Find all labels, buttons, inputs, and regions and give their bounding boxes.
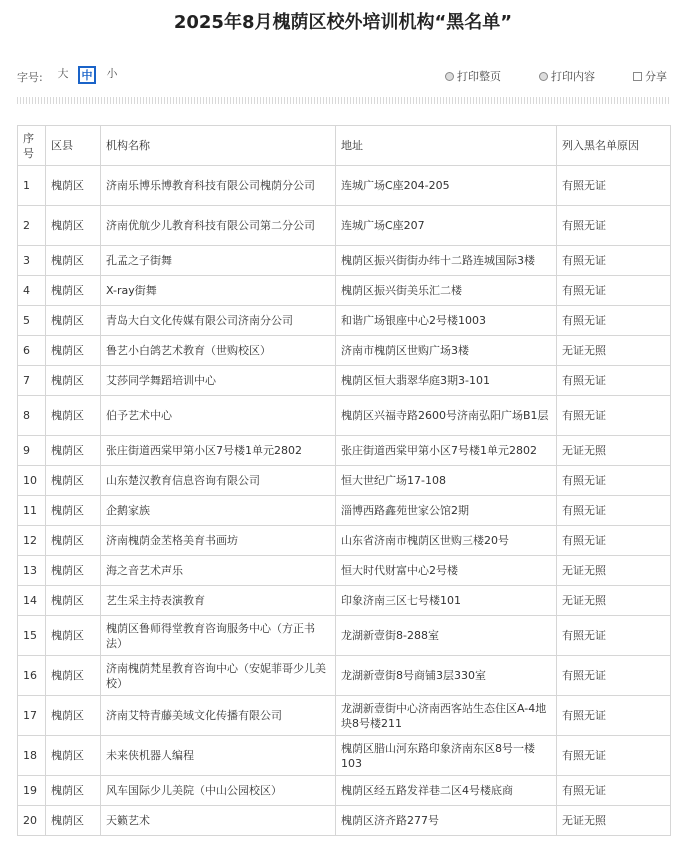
cell-address: 槐荫区振兴街美乐汇二楼	[336, 276, 557, 306]
cell-reason: 有照无证	[557, 466, 671, 496]
cell-reason: 有照无证	[557, 306, 671, 336]
cell-reason: 有照无证	[557, 496, 671, 526]
cell-district: 槐荫区	[46, 436, 101, 466]
print-content-button[interactable]	[539, 68, 595, 84]
cell-index: 12	[18, 526, 46, 556]
cell-institution-name: 山东楚汉教育信息咨询有限公司	[101, 466, 336, 496]
table-row	[18, 616, 671, 656]
cell-institution-name: 张庄街道西棠甲第小区7号楼1单元2802	[101, 436, 336, 466]
cell-index: 18	[18, 736, 46, 776]
cell-address: 连城广场C座204-205	[336, 166, 557, 206]
cell-address: 槐荫区腊山河东路印象济南东区8号一楼103	[336, 736, 557, 776]
cell-reason: 有照无证	[557, 616, 671, 656]
cell-address: 槐荫区济齐路277号	[336, 806, 557, 836]
table-row	[18, 206, 671, 246]
cell-address: 恒大世纪广场17-108	[336, 466, 557, 496]
header-district: 区县	[46, 126, 101, 166]
cell-institution-name: 鲁艺小白鸽艺术教育（世购校区）	[101, 336, 336, 366]
table-row	[18, 336, 671, 366]
cell-reason: 无证无照	[557, 336, 671, 366]
cell-reason: 无证无照	[557, 586, 671, 616]
cell-institution-name: 槐荫区鲁师得堂教育咨询服务中心（方正书法）	[101, 616, 336, 656]
cell-institution-name: 艺生采主持表演教育	[101, 586, 336, 616]
cell-address: 槐荫区兴福寺路2600号济南弘阳广场B1层	[336, 396, 557, 436]
cell-reason: 无证无照	[557, 556, 671, 586]
cell-index: 3	[18, 246, 46, 276]
page-title: 2025年8月槐荫区校外培训机构“黑名单”	[173, 12, 513, 33]
cell-district: 槐荫区	[46, 276, 101, 306]
cell-reason: 有照无证	[557, 246, 671, 276]
cell-institution-name: 艾莎同学舞蹈培训中心	[101, 366, 336, 396]
print-icon	[539, 72, 548, 81]
share-icon	[633, 72, 642, 81]
table-row	[18, 806, 671, 836]
cell-district: 槐荫区	[46, 306, 101, 336]
table-row	[18, 656, 671, 696]
cell-address: 龙湖新壹街8号商铺3层330室	[336, 656, 557, 696]
cell-address: 槐荫区恒大翡翠华庭3期3-101	[336, 366, 557, 396]
cell-address: 济南市槐荫区世购广场3楼	[336, 336, 557, 366]
cell-index: 6	[18, 336, 46, 366]
cell-index: 4	[18, 276, 46, 306]
cell-institution-name: 伯予艺术中心	[101, 396, 336, 436]
cell-district: 槐荫区	[46, 776, 101, 806]
print-content-label: 打印内容	[551, 70, 595, 83]
cell-address: 山东省济南市槐荫区世购三楼20号	[336, 526, 557, 556]
cell-index: 7	[18, 366, 46, 396]
cell-address: 淄博西路鑫苑世家公馆2期	[336, 496, 557, 526]
cell-address: 龙湖新壹街中心济南西客站生态住区A-4地块8号楼211	[336, 696, 557, 736]
header-institution-name: 机构名称	[101, 126, 336, 166]
cell-address: 和谐广场银座中心2号楼1003	[336, 306, 557, 336]
cell-institution-name: 海之音艺术声乐	[101, 556, 336, 586]
cell-district: 槐荫区	[46, 526, 101, 556]
print-icon	[445, 72, 454, 81]
cell-institution-name: 济南槐荫金苤格美育书画坊	[101, 526, 336, 556]
cell-district: 槐荫区	[46, 696, 101, 736]
cell-district: 槐荫区	[46, 556, 101, 586]
cell-district: 槐荫区	[46, 466, 101, 496]
table-row	[18, 246, 671, 276]
table-row	[18, 556, 671, 586]
cell-index: 16	[18, 656, 46, 696]
table-row	[18, 586, 671, 616]
cell-address: 槐荫区经五路发祥巷二区4号楼底商	[336, 776, 557, 806]
cell-reason: 有照无证	[557, 526, 671, 556]
print-page-label: 打印整页	[457, 70, 501, 83]
divider	[17, 97, 669, 104]
cell-index: 11	[18, 496, 46, 526]
cell-index: 13	[18, 556, 46, 586]
cell-reason: 有照无证	[557, 696, 671, 736]
cell-reason: 有照无证	[557, 276, 671, 306]
cell-reason: 有照无证	[557, 736, 671, 776]
cell-reason: 有照无证	[557, 656, 671, 696]
cell-reason: 有照无证	[557, 166, 671, 206]
cell-district: 槐荫区	[46, 616, 101, 656]
cell-index: 20	[18, 806, 46, 836]
cell-district: 槐荫区	[46, 496, 101, 526]
table-header-row	[18, 126, 671, 166]
table-row	[18, 776, 671, 806]
cell-reason: 有照无证	[557, 366, 671, 396]
cell-district: 槐荫区	[46, 246, 101, 276]
cell-index: 9	[18, 436, 46, 466]
table-row	[18, 306, 671, 336]
blacklist-table	[17, 125, 671, 836]
cell-institution-name: X-ray街舞	[101, 276, 336, 306]
table-row	[18, 526, 671, 556]
cell-district: 槐荫区	[46, 656, 101, 696]
cell-institution-name: 天籁艺术	[101, 806, 336, 836]
font-size-large-button[interactable]: 大	[57, 67, 69, 80]
cell-reason: 有照无证	[557, 396, 671, 436]
cell-index: 15	[18, 616, 46, 656]
cell-institution-name: 济南槐荫梵星教育咨询中心（安妮菲哥少儿美校）	[101, 656, 336, 696]
toolbar	[17, 66, 672, 86]
table-row	[18, 736, 671, 776]
cell-district: 槐荫区	[46, 366, 101, 396]
table-row	[18, 166, 671, 206]
cell-institution-name: 企鹅家族	[101, 496, 336, 526]
cell-address: 槐荫区振兴街街办纬十二路连城国际3楼	[336, 246, 557, 276]
table-row	[18, 466, 671, 496]
share-label: 分享	[645, 70, 667, 83]
cell-index: 17	[18, 696, 46, 736]
cell-district: 槐荫区	[46, 336, 101, 366]
cell-index: 14	[18, 586, 46, 616]
cell-index: 10	[18, 466, 46, 496]
table-row	[18, 366, 671, 396]
cell-address: 连城广场C座207	[336, 206, 557, 246]
cell-index: 1	[18, 166, 46, 206]
cell-reason: 有照无证	[557, 206, 671, 246]
table-row	[18, 496, 671, 526]
header-reason: 列入黑名单原因	[557, 126, 671, 166]
cell-address: 张庄街道西棠甲第小区7号楼1单元2802	[336, 436, 557, 466]
print-page-button[interactable]	[445, 68, 501, 84]
cell-institution-name: 未来侠机器人编程	[101, 736, 336, 776]
cell-district: 槐荫区	[46, 736, 101, 776]
cell-institution-name: 青岛大白文化传媒有限公司济南分公司	[101, 306, 336, 336]
cell-institution-name: 济南乐博乐博教育科技有限公司槐荫分公司	[101, 166, 336, 206]
cell-district: 槐荫区	[46, 396, 101, 436]
cell-reason: 有照无证	[557, 776, 671, 806]
cell-district: 槐荫区	[46, 206, 101, 246]
cell-district: 槐荫区	[46, 806, 101, 836]
cell-index: 2	[18, 206, 46, 246]
cell-reason: 无证无照	[557, 806, 671, 836]
cell-index: 5	[18, 306, 46, 336]
font-size-medium-button[interactable]: 中	[78, 66, 96, 84]
font-size-label: 字号:	[17, 71, 43, 84]
cell-index: 19	[18, 776, 46, 806]
table-row	[18, 436, 671, 466]
cell-institution-name: 孔孟之子街舞	[101, 246, 336, 276]
cell-institution-name: 济南优航少儿教育科技有限公司第二分公司	[101, 206, 336, 246]
header-address: 地址	[336, 126, 557, 166]
header-index: 序号	[18, 126, 46, 166]
share-button[interactable]	[633, 68, 667, 84]
cell-district: 槐荫区	[46, 166, 101, 206]
table-row	[18, 276, 671, 306]
cell-address: 恒大时代财富中心2号楼	[336, 556, 557, 586]
cell-district: 槐荫区	[46, 586, 101, 616]
cell-address: 印象济南三区七号楼101	[336, 586, 557, 616]
cell-reason: 无证无照	[557, 436, 671, 466]
cell-index: 8	[18, 396, 46, 436]
cell-address: 龙湖新壹街8-288室	[336, 616, 557, 656]
cell-institution-name: 风车国际少儿美院（中山公园校区）	[101, 776, 336, 806]
cell-institution-name: 济南艾特青藤美域文化传播有限公司	[101, 696, 336, 736]
table-row	[18, 696, 671, 736]
font-size-small-button[interactable]: 小	[106, 67, 118, 80]
table-row	[18, 396, 671, 436]
